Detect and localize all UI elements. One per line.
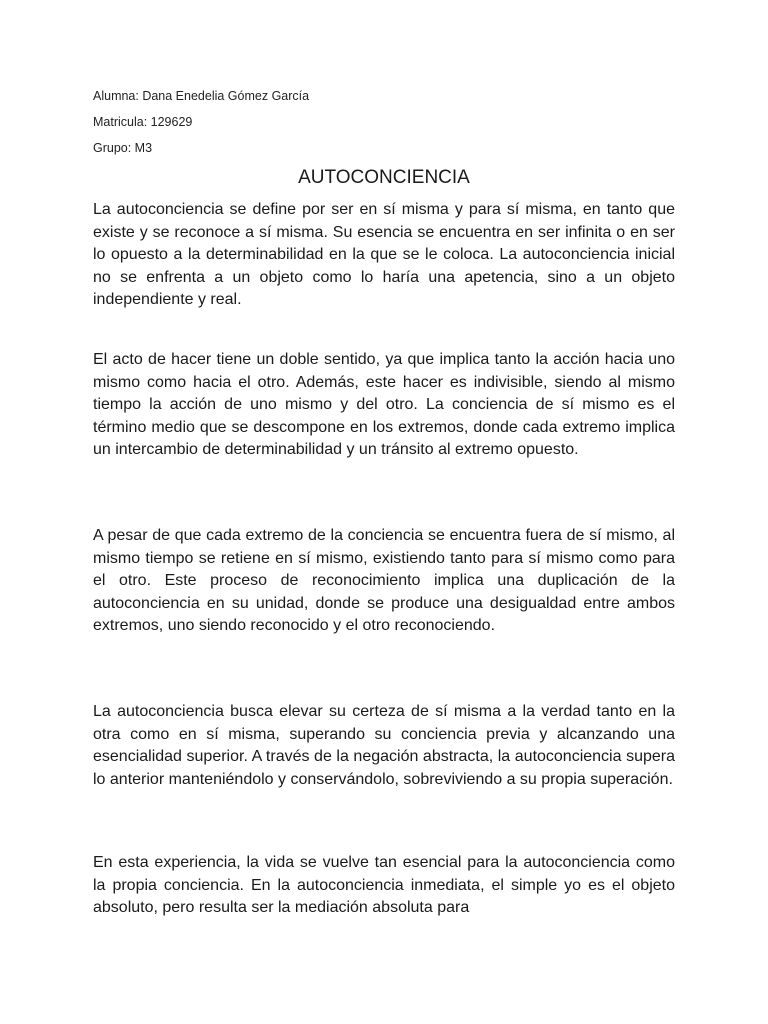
student-id: Matricula: 129629 (93, 115, 193, 129)
body-paragraph: A pesar de que cada extremo de la conciencia se encuentra fuera de sí mismo, al mismo tiempo se retiene en sí mismo, existiendo tanto para sí mismo como para el otro. Este proceso de reconocimiento implica una duplicación de la autoconciencia en su unidad, donde se produce una desigualdad entre ambos extremos, uno siendo reconocido y el otro reconociendo. (93, 527, 675, 635)
body-paragraph: En esta experiencia, la vida se vuelve tan esencial para la autoconciencia como la propia conciencia. En la autoconciencia inmediata, el simple yo es el objeto absoluto, pero resulta ser la mediación absoluta para (93, 854, 675, 917)
body-paragraph: La autoconciencia busca elevar su certeza de sí misma a la verdad tanto en la otra como en sí misma, superando su conciencia previa y alcanzando una esencialidad superior. A través de la negación abstracta, la autoconciencia supera lo anterior manteniéndolo y conservándolo, sobreviviendo a su propia superación. (93, 703, 675, 788)
body-paragraph: La autoconciencia se define por ser en sí misma y para sí misma, en tanto que existe y se reconoce a sí misma. Su esencia se encuentra en ser infinita o en ser lo opuesto a la determinabilidad en la que se le coloca. La autoconciencia inicial no se enfrenta a un objeto como lo haría una apetencia, sino a un objeto independiente y real. (93, 201, 675, 309)
document-title: AUTOCONCIENCIA (298, 167, 470, 188)
student-name: Alumna: Dana Enedelia Gómez García (93, 89, 310, 103)
student-group: Grupo: M3 (93, 141, 153, 155)
body-paragraph: El acto de hacer tiene un doble sentido, ya que implica tanto la acción hacia uno mismo como hacia el otro. Además, este hacer es indivisible, siendo al mismo tiempo la acción de uno mismo y del otro. La conciencia de sí mismo es el término medio que se descompone en los extremos, donde cada extremo implica un intercambio de determinabilidad y un tránsito al extremo opuesto. (93, 351, 675, 459)
